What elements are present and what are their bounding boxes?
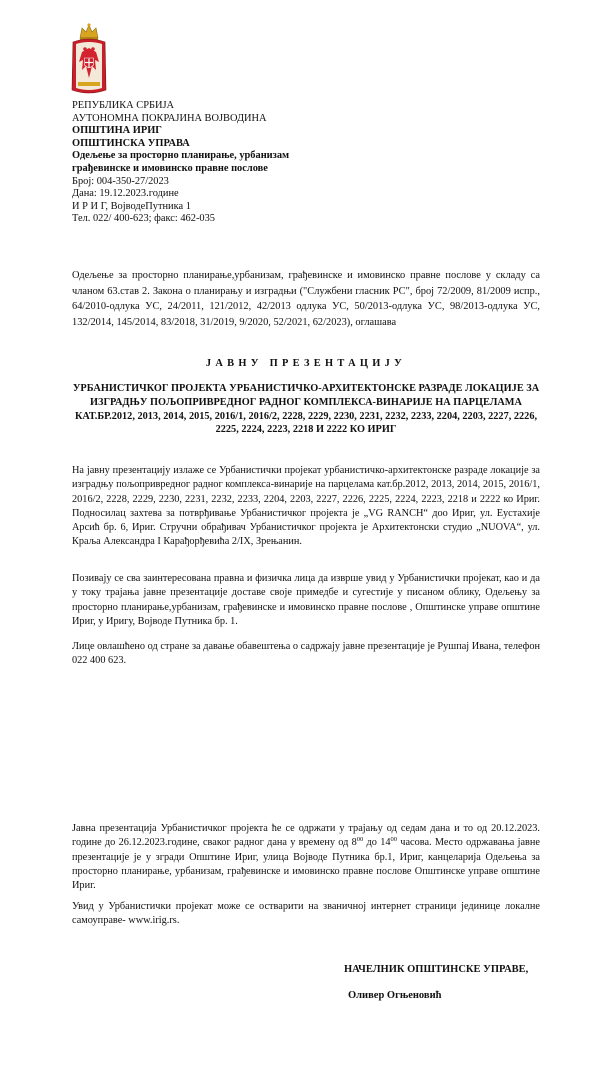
header-date: Дана: 19.12.2023.године [72, 188, 179, 200]
paragraph-invitation: Позивају се сва заинтересована правна и физичка лица да изврше увид у Урбанистички пројекат, као и да у току трајања јавне презентације доставе своје примедбе и сугестије у писаном облику, Одељењу за просторно планирање,урбанизам, грађевинске и имовинско правне послове , Општинске управе општине Ириг, у Иригу, Војводе Путника бр. 1. [72, 573, 540, 627]
letterhead [72, 100, 392, 226]
schedule-start-minutes: 00 [356, 836, 364, 844]
intro-paragraph: Одељење за просторно планирање,урбанизам, грађевинске и имовинско правне послове у складу са чланом 63.став 2. Закона о планирању и изградњи ("Службени гласник РС", број 72/2009, 81/2009 испр., 64/2010-одлука УС, 24/2011, 121/2012, 42/2013 одлука УС, 50/2013-одлука УС, 98/2013-одлука УС, 132/2014, 145/2014, 83/2018, 31/2019, 9/2020, 52/2021, 62/2023), оглашава [72, 270, 540, 328]
paragraph-schedule [72, 822, 540, 893]
header-department-line2: грађевинске и имовинско правне послове [72, 162, 268, 174]
header-department-line1: Одељење за просторно планирање, урбанизам [72, 150, 290, 162]
signature-name: Оливер Огњеновић [348, 990, 442, 1001]
header-country: РЕПУБЛИКА СРБИЈА [72, 100, 175, 111]
schedule-text-part2: до 14 [363, 837, 391, 849]
header-province: АУТОНОМНА ПОКРАЈИНА ВОЈВОДИНА [72, 112, 267, 124]
paragraph-website: Увид у Урбанистички пројекат може се остварити на званичној интернет страници јединице локалне самоуправе- www.irig.rs. [72, 901, 540, 927]
signature-title: НАЧЕЛНИК ОПШТИНСКЕ УПРАВЕ, [344, 964, 529, 975]
serbian-coat-of-arms-icon [70, 22, 108, 98]
header-address: И Р И Г, ВојводеПутника 1 [72, 200, 191, 212]
schedule-text-part3: часова. Место одржавања јавне презентације је у згради Општине Ириг, улица Војводе Путника бр.1, Ириг, канцеларија Одељења за просторно планирање, урбанизам, грађевинске и имовинско правне послове Општинске управе општине Ириг. [72, 837, 540, 892]
announcement-heading: ЈАВНУ ПРЕЗЕНТАЦИЈУ [205, 358, 407, 369]
schedule-end-minutes: 00 [390, 836, 398, 844]
project-title: УРБАНИСТИЧКОГ ПРОЈЕКТА УРБАНИСТИЧКО-АРХИТЕКТОНСКЕ РАЗРАДЕ ЛОКАЦИЈЕ ЗА ИЗГРАДЊУ ПОЉОПРИВРЕДНОГ РАДНОГ КОМПЛЕКСА-ВИНАРИЈЕ НА ПАРЦЕЛАМА КАТ.БР.2012, 2013, 2014, 2015, 2016/1, 2016/2, 2228, 2229, 2230, 2231, 2232, 2233, 2204, 2203, 2227, 2226, 2225, 2224, 2223, 2218 И 2222 КО ИРИГ [72, 383, 540, 436]
header-municipality: ОПШТИНА ИРИГ [72, 125, 162, 137]
header-administration: ОПШТИНСКА УПРАВА [72, 137, 190, 149]
schedule-text-part1: Јавна презентација Урбанистичког пројекта ће се одржати у трајању од седам дана и то од 20.12.2023. године до 26.12.2023.године, сваког радног дана у времену од 8 [72, 823, 540, 849]
paragraph-exhibition: На јавну презентацију излаже се Урбанистички пројекат урбанистичко-архитектонске разраде локације за изградњу пољопривредног радног комплекса-винарије на парцелама кат.бр.2012, 2013, 2014, 2015, 2016/1, 2016/2, 2228, 2229, 2230, 2231, 2232, 2233, 2204, 2203, 2227, 2226, 2225, 2224, 2223, 2218 и 2222 ко Ириг. Подносилац захтева за потврђивање Урбанистичког пројекта је „VG RANCH“ доо Ириг, ул. Еустахије Арсић бр. 6, Ириг. Стручни обрађивач Урбанистичког пројекта је Архитектонски студио „NUOVA“, ул. Краља Александра I Карађорђевића 2/IX, Зрењанин. [72, 465, 540, 548]
header-document-number: Број: 004-350-27/2023 [72, 175, 169, 187]
paragraph-contact: Лице овлашћено од стране за давање обавештења о садржају јавне презентације је Рушпај Ивана, телефон 022 400 623. [72, 641, 540, 667]
header-phone: Тел. 022/ 400-623; факс: 462-035 [72, 213, 215, 225]
